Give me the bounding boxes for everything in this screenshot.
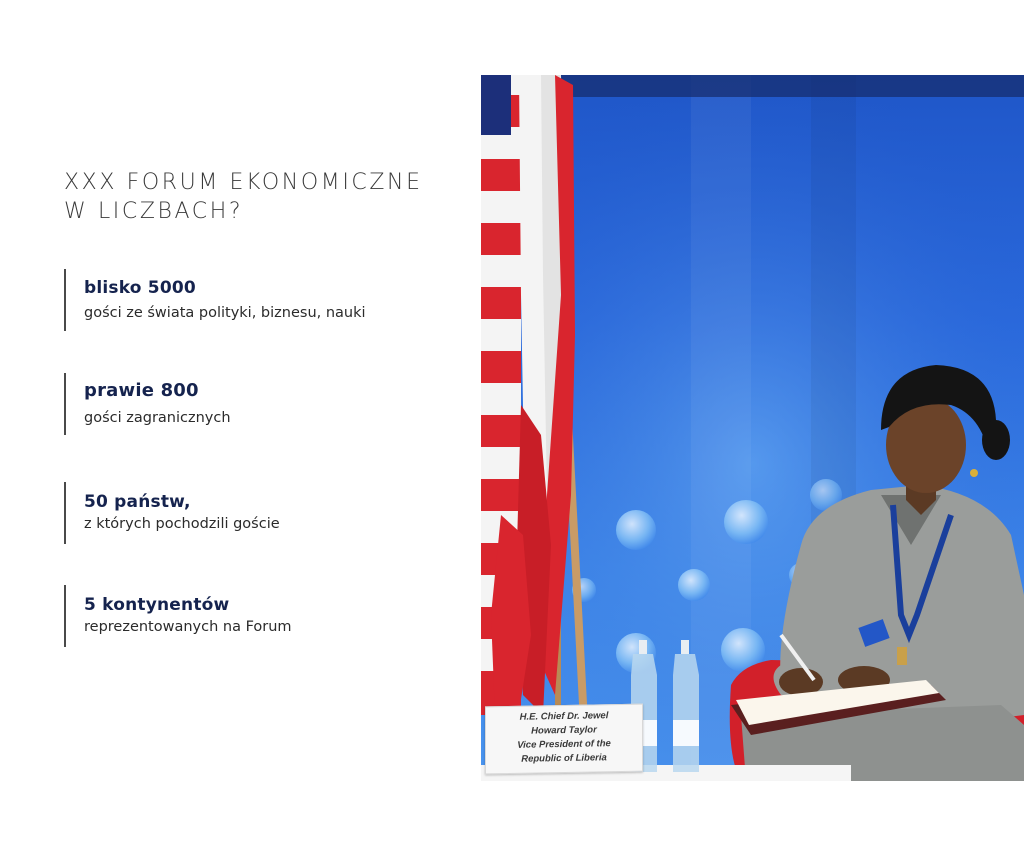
nameplate [485,704,643,775]
stat-value: 50 państw, [84,492,191,512]
stat-value: blisko 5000 [84,278,196,298]
stat-foreign-guests [64,373,424,435]
stat-guests-total [64,269,424,331]
stat-value: prawie 800 [84,380,199,401]
stat-continents [64,585,424,647]
nameplate-line-4: Republic of Liberia [521,752,607,765]
forum-photo [481,75,1024,781]
page-title-line-2: W LICZBACH? [64,199,244,224]
nameplate-line-1: H.E. Chief Dr. Jewel [519,710,609,723]
page-title-line-1: XXX FORUM EKONOMICZNE [64,170,423,195]
page-title [64,168,464,226]
stat-description: gości ze świata polityki, biznesu, nauki [84,305,366,321]
stat-countries [64,482,424,544]
stat-value: 5 kontynentów [84,595,230,615]
stat-description: gości zagranicznych [84,410,231,426]
stat-description: reprezentowanych na Forum [84,619,292,635]
nameplate-line-2: Howard Taylor [531,724,597,737]
nameplate-line-3: Vice President of the [517,738,611,751]
stat-description: z których pochodzili goście [84,516,280,532]
forum-photo-illustration [481,75,1024,781]
